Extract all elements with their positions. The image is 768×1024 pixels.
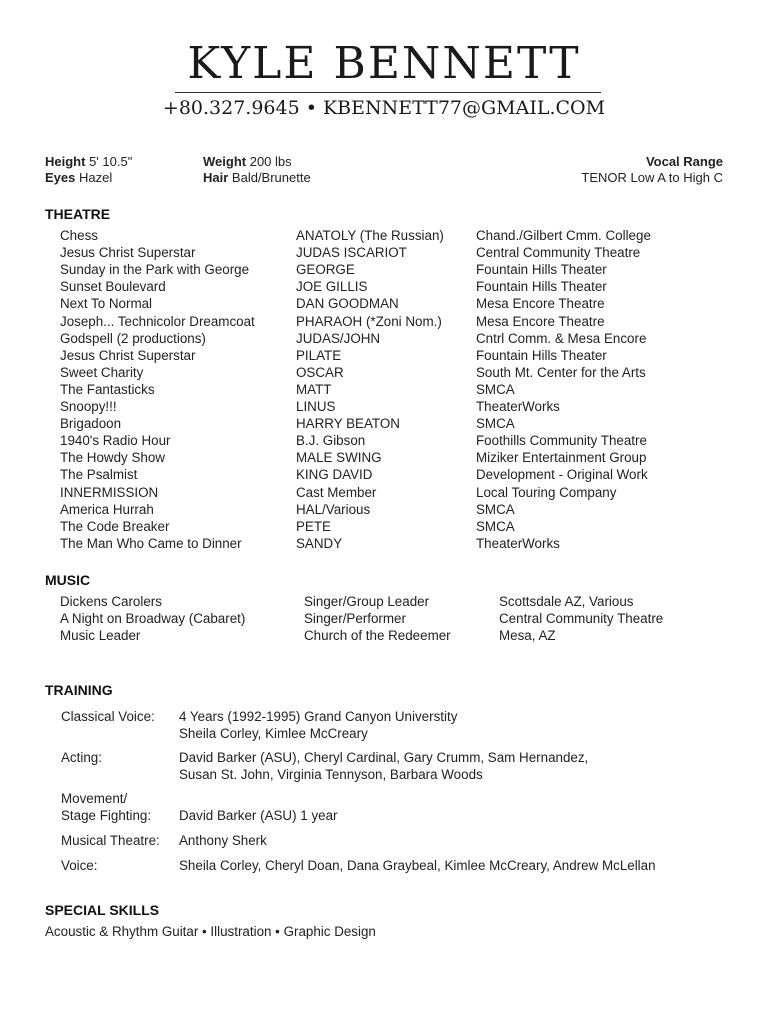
training-label-line: Acting:	[61, 750, 102, 765]
music-venue: Scottsdale AZ, Various	[499, 594, 634, 609]
theatre-show: The Psalmist	[60, 467, 138, 483]
theatre-role: DAN GOODMAN	[296, 296, 399, 312]
header-divider	[175, 92, 601, 93]
music-role: Church of the Redeemer	[304, 628, 451, 644]
training-label	[61, 708, 155, 725]
theatre-show: Brigadoon	[60, 416, 122, 432]
theatre-heading: THEATRE	[45, 206, 111, 222]
theatre-venue: SMCA	[476, 518, 515, 534]
stats-col-1	[45, 154, 132, 186]
contact-line: +80.327.9645 • KBENNETT77@GMAIL.COM	[162, 97, 606, 119]
theatre-venue: Fountain Hills Theater	[476, 262, 607, 278]
vocal-range-value: TENOR Low A to High C	[581, 170, 723, 185]
training-label-line: Voice:	[61, 858, 98, 873]
theatre-venue: South Mt. Center for the Arts	[476, 364, 646, 380]
theatre-show: Jesus Christ Superstar	[60, 245, 196, 261]
theatre-role: JOE GILLIS	[296, 279, 368, 295]
music-show: A Night on Broadway (Cabaret)	[60, 611, 246, 627]
height-label: Height	[45, 154, 86, 169]
theatre-show: Sweet Charity	[60, 364, 144, 380]
theatre-show: Snoopy!!!	[60, 399, 117, 414]
theatre-venue: Fountain Hills Theater	[476, 347, 607, 363]
special-skills-heading: SPECIAL SKILLS	[45, 902, 160, 918]
theatre-venue: Central Community Theatre	[476, 245, 641, 261]
theatre-show: The Man Who Came to Dinner	[60, 535, 242, 551]
training-detail-line: Anthony Sherk	[179, 833, 267, 848]
training-detail-line: Sheila Corley, Cheryl Doan, Dana Graybeal, Kimlee McCreary, Andrew McLellan	[179, 858, 656, 873]
music-role: Singer/Group Leader	[304, 594, 430, 609]
music-venue: Mesa, AZ	[499, 628, 556, 644]
theatre-show: The Fantasticks	[60, 381, 155, 397]
theatre-venue: Chand./Gilbert Cmm. College	[476, 228, 651, 243]
theatre-venue: SMCA	[476, 501, 515, 517]
training-label-line: Classical Voice:	[61, 709, 155, 724]
theatre-show: 1940's Radio Hour	[60, 433, 171, 449]
theatre-venue: SMCA	[476, 381, 515, 397]
theatre-show: Next To Normal	[60, 296, 153, 312]
training-label-line: Stage Fighting:	[61, 808, 152, 823]
theatre-show: Sunset Boulevard	[60, 279, 166, 295]
training-heading: TRAINING	[45, 682, 113, 698]
theatre-venue: Miziker Entertainment Group	[476, 450, 647, 466]
theatre-role: MATT	[296, 381, 332, 397]
training-label	[61, 749, 102, 766]
resume-name: KYLE BENNETT	[187, 38, 581, 89]
training-label-line: Musical Theatre:	[61, 833, 160, 848]
theatre-role: PILATE	[296, 347, 342, 363]
hair-label: Hair	[203, 170, 229, 185]
theatre-venue: TheaterWorks	[476, 399, 560, 414]
theatre-show: America Hurrah	[60, 501, 154, 517]
music-heading: MUSIC	[45, 572, 91, 588]
theatre-role: Cast Member	[296, 484, 377, 500]
theatre-role: JUDAS ISCARIOT	[296, 245, 407, 261]
vocal-range-label: Vocal Range	[645, 154, 723, 169]
weight-value: 200 lbs	[249, 154, 292, 169]
theatre-role: SANDY	[296, 535, 343, 551]
theatre-role: MALE SWING	[296, 450, 382, 466]
theatre-role: KING DAVID	[296, 467, 373, 483]
theatre-role: HARRY BEATON	[296, 416, 400, 432]
special-skills-text: Acoustic & Rhythm Guitar • Illustration • Graphic Design	[45, 924, 376, 939]
theatre-show: Godspell (2 productions)	[60, 330, 206, 346]
theatre-role: PETE	[296, 518, 331, 534]
eyes-value: Hazel	[79, 170, 113, 185]
training-label	[61, 857, 97, 874]
theatre-venue: Local Touring Company	[476, 484, 617, 500]
hair-value: Bald/Brunette	[231, 170, 311, 185]
theatre-venue: Development - Original Work	[476, 467, 648, 483]
training-label-line: Movement/	[61, 791, 128, 806]
weight-label: Weight	[203, 154, 247, 169]
training-label	[61, 790, 151, 824]
theatre-role: LINUS	[296, 399, 336, 414]
theatre-venue: TheaterWorks	[476, 535, 560, 551]
training-detail-line: 4 Years (1992-1995) Grand Canyon Universtity	[179, 709, 458, 724]
theatre-show: INNERMISSION	[60, 484, 159, 500]
music-show: Dickens Carolers	[60, 594, 162, 609]
stats-col-2	[203, 154, 311, 186]
eyes-label: Eyes	[45, 170, 76, 185]
theatre-venue: SMCA	[476, 416, 515, 432]
theatre-role: HAL/Various	[296, 501, 371, 517]
theatre-role: B.J. Gibson	[296, 433, 366, 449]
theatre-role: OSCAR	[296, 364, 344, 380]
theatre-role: JUDAS/JOHN	[296, 330, 381, 346]
music-venue: Central Community Theatre	[499, 611, 664, 627]
theatre-venue: Cntrl Comm. & Mesa Encore	[476, 330, 647, 346]
theatre-role: ANATOLY (The Russian)	[296, 228, 444, 243]
theatre-venue: Foothills Community Theatre	[476, 433, 647, 449]
training-detail-line: David Barker (ASU), Cheryl Cardinal, Gary Crumm, Sam Hernandez,	[179, 750, 589, 765]
theatre-role: PHARAOH (*Zoni Nom.)	[296, 313, 442, 329]
theatre-show: The Code Breaker	[60, 518, 170, 534]
stats-col-3	[581, 154, 723, 186]
theatre-venue: Fountain Hills Theater	[476, 279, 607, 295]
training-detail-line: David Barker (ASU) 1 year	[179, 808, 338, 823]
theatre-show: Joseph... Technicolor Dreamcoat	[60, 313, 255, 329]
theatre-show: The Howdy Show	[60, 450, 165, 466]
training-detail	[179, 708, 457, 742]
training-detail-line: Susan St. John, Virginia Tennyson, Barbara Woods	[179, 767, 483, 782]
theatre-show: Chess	[60, 228, 98, 243]
training-detail	[179, 857, 656, 874]
theatre-venue: Mesa Encore Theatre	[476, 313, 605, 329]
theatre-venue: Mesa Encore Theatre	[476, 296, 605, 312]
training-detail-line: Sheila Corley, Kimlee McCreary	[179, 726, 368, 741]
theatre-show: Sunday in the Park with George	[60, 262, 250, 278]
theatre-role: GEORGE	[296, 262, 355, 278]
training-detail	[179, 790, 338, 824]
music-role: Singer/Performer	[304, 611, 406, 627]
training-detail-line	[179, 790, 338, 807]
training-label	[61, 832, 160, 849]
music-show: Music Leader	[60, 628, 141, 644]
height-value: 5' 10.5"	[89, 154, 133, 169]
training-detail	[179, 749, 588, 783]
theatre-show: Jesus Christ Superstar	[60, 347, 196, 363]
training-detail	[179, 832, 267, 849]
